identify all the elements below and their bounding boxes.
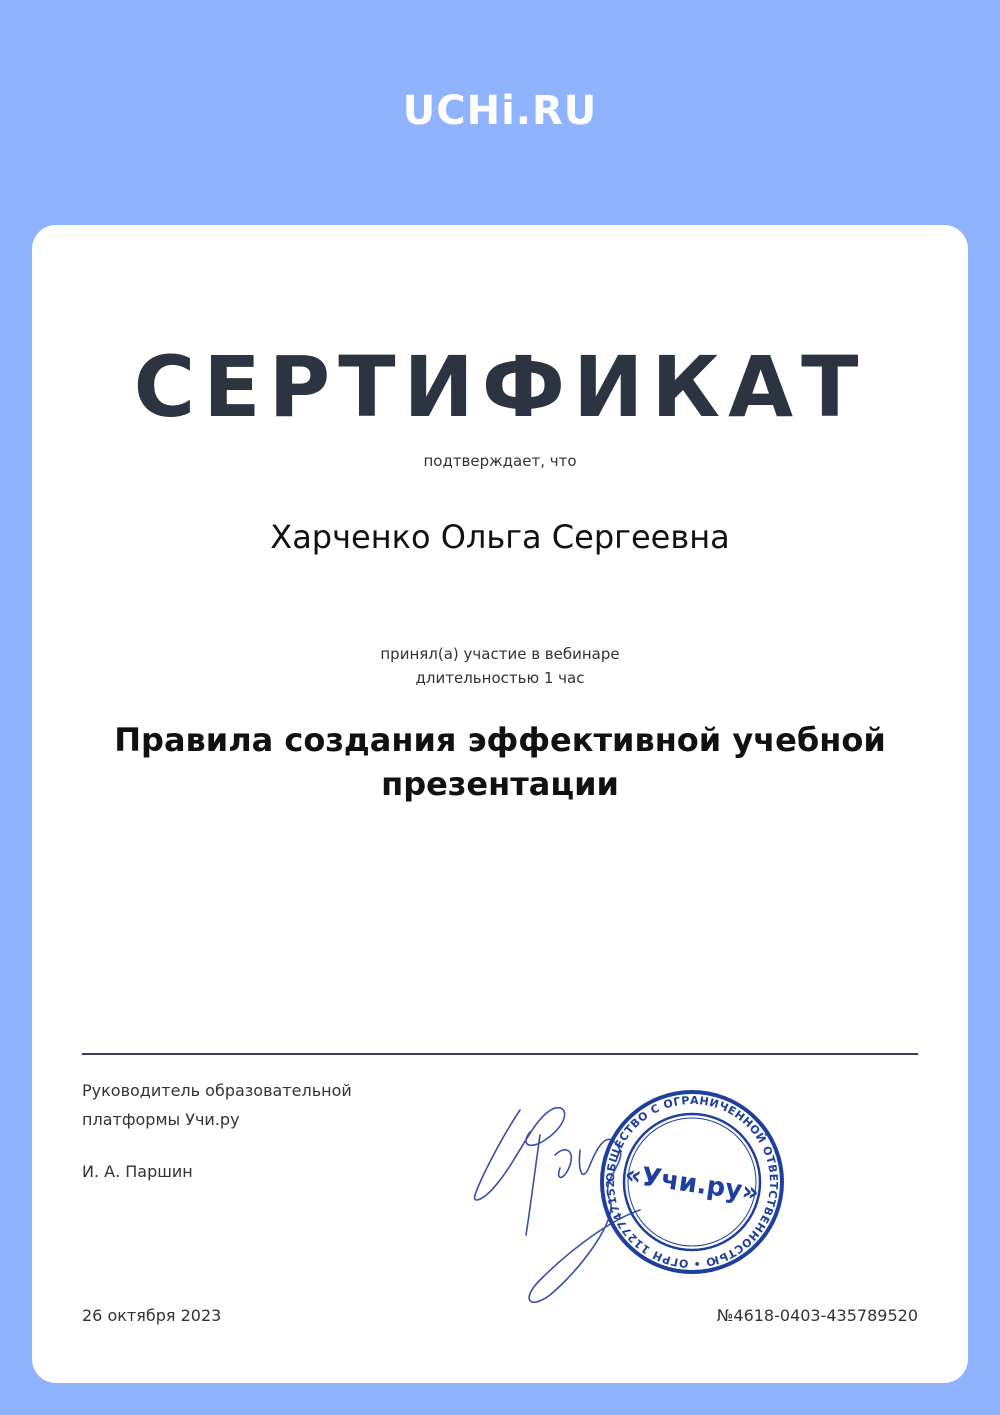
signature-and-stamp bbox=[460, 1070, 800, 1320]
certificate-title: СЕРТИФИКАТ bbox=[133, 338, 867, 436]
signer-role-line-1: Руководитель образовательной bbox=[82, 1081, 352, 1100]
issue-date: 26 октября 2023 bbox=[82, 1306, 222, 1325]
participation-text bbox=[0, 642, 1000, 690]
participation-line-2: длительностью 1 час bbox=[415, 669, 585, 687]
divider bbox=[82, 1053, 918, 1055]
recipient-name: Харченко Ольга Сергеевна bbox=[270, 518, 730, 556]
signer-name: И. А. Паршин bbox=[82, 1162, 193, 1181]
webinar-title: Правила создания эффективной учебной презентации bbox=[114, 721, 886, 803]
participation-line-1: принял(а) участие в вебинаре bbox=[380, 645, 620, 663]
confirms-text: подтверждает, что bbox=[423, 452, 577, 470]
stamp-ring-text: ОБЩЕСТВО С ОГРАНИЧЕННОЙ ОТВЕТСТВЕННОСТЬЮ • ОГРН 1127747152 bbox=[603, 1093, 781, 1271]
signer-role bbox=[82, 1076, 352, 1134]
company-stamp bbox=[460, 1070, 782, 1272]
brand-logo: UCHi.RU bbox=[402, 88, 598, 134]
stamp-center-text: «Учи.ру» bbox=[622, 1159, 761, 1209]
certificate-number: №4618-0403-435789520 bbox=[716, 1306, 918, 1325]
signer-role-line-2: платформы Учи.ру bbox=[82, 1110, 240, 1129]
stamp-svg bbox=[460, 1070, 800, 1320]
